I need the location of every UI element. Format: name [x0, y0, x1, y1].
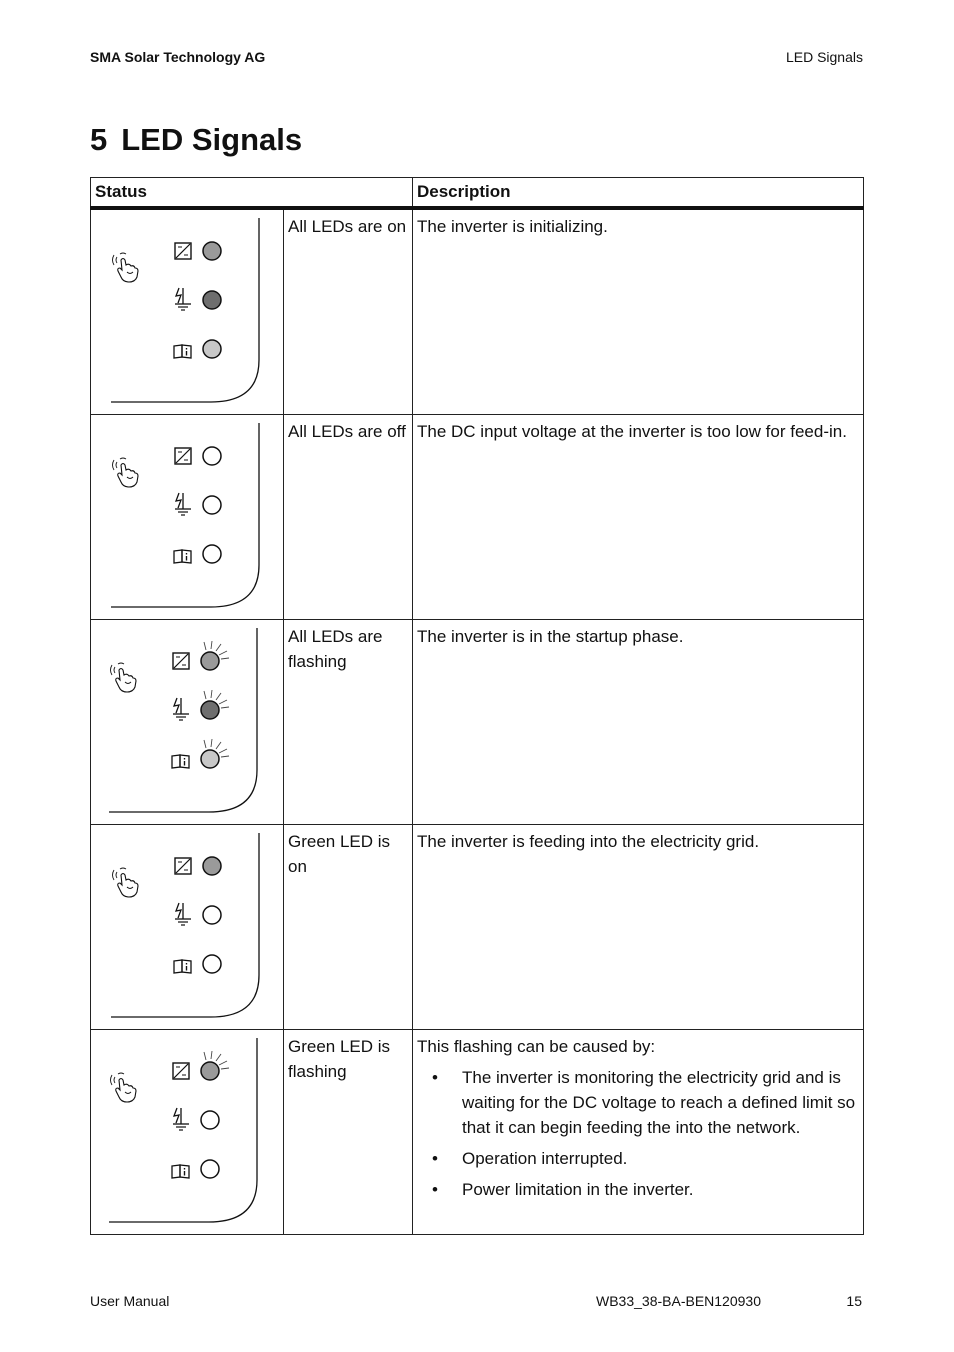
green-led [201, 1051, 229, 1080]
pv-module-icon [173, 1063, 189, 1079]
tap-hand-icon [113, 868, 139, 897]
red-led [201, 1111, 219, 1129]
led-status-figure [91, 415, 284, 620]
led-panel-diagram [91, 1030, 284, 1230]
led-panel-diagram [91, 415, 284, 615]
green-led [203, 857, 221, 875]
manual-icon [174, 960, 191, 973]
description-text: This flashing can be caused by: [417, 1037, 656, 1056]
tap-hand-icon [113, 458, 139, 487]
description-cell [413, 208, 864, 415]
led-status-figure [91, 620, 284, 825]
footer-doc-type: User Manual [90, 1293, 170, 1309]
tap-hand-icon [111, 663, 137, 692]
page-title [90, 122, 302, 158]
description-cell [413, 1030, 864, 1235]
table-row [91, 208, 864, 415]
yellow-led [203, 955, 221, 973]
led-status-figure [91, 825, 284, 1030]
led-signal-table [90, 177, 864, 1235]
led-status-figure [91, 1030, 284, 1235]
table-header-row [91, 178, 864, 209]
header-company: SMA Solar Technology AG [90, 49, 266, 65]
table-row [91, 415, 864, 620]
list-item: • The inverter is monitoring the electricity grid and is waiting for the DC voltage to reach a defined limit so that it can begin feeding the into the network. [417, 1065, 859, 1140]
green-led [203, 242, 221, 260]
pv-module-icon [175, 448, 191, 464]
pv-module-icon [175, 858, 191, 874]
page-number: 15 [846, 1293, 862, 1309]
status-cell: Green LED is on [284, 825, 413, 1030]
red-led [201, 690, 229, 719]
section-number: 5 [90, 122, 108, 157]
green-led [201, 641, 229, 670]
table-row [91, 825, 864, 1030]
yellow-led [201, 739, 229, 768]
red-led [203, 906, 221, 924]
header-section: LED Signals [785, 49, 863, 65]
description-text: The inverter is initializing. [417, 217, 608, 236]
yellow-led [201, 1160, 219, 1178]
manual-icon [174, 345, 191, 358]
earth-fault-icon [175, 903, 191, 925]
column-header-status: Status [91, 178, 413, 209]
earth-fault-icon [175, 493, 191, 515]
led-status-figure [91, 208, 284, 415]
earth-fault-icon [175, 288, 191, 310]
manual-icon [172, 755, 189, 768]
yellow-led [203, 340, 221, 358]
description-text: The inverter is in the startup phase. [417, 627, 684, 646]
description-cell [413, 415, 864, 620]
earth-fault-icon [173, 1108, 189, 1130]
status-cell: Green LED is flashing [284, 1030, 413, 1235]
description-cell [413, 620, 864, 825]
list-item: • Operation interrupted. [417, 1146, 859, 1171]
pv-module-icon [173, 653, 189, 669]
column-header-description: Description [413, 178, 864, 209]
footer-doc-code: WB33_38-BA-BEN120930 [596, 1293, 761, 1309]
description-cell [413, 825, 864, 1030]
cause-list [417, 1065, 859, 1202]
manual-icon [172, 1165, 189, 1178]
description-text: The inverter is feeding into the electricity grid. [417, 832, 760, 851]
manual-icon [174, 550, 191, 563]
list-item: • Power limitation in the inverter. [417, 1177, 859, 1202]
description-text: The DC input voltage at the inverter is too low for feed-in. [417, 422, 847, 441]
led-panel-diagram [91, 825, 284, 1025]
tap-hand-icon [113, 253, 139, 282]
table-row [91, 1030, 864, 1235]
table-row [91, 620, 864, 825]
led-panel-diagram [91, 620, 284, 820]
led-panel-diagram [91, 210, 284, 410]
pv-module-icon [175, 243, 191, 259]
yellow-led [203, 545, 221, 563]
red-led [203, 291, 221, 309]
section-title: LED Signals [121, 122, 303, 157]
green-led [203, 447, 221, 465]
red-led [203, 496, 221, 514]
status-cell: All LEDs are on [284, 208, 413, 415]
status-cell: All LEDs are flashing [284, 620, 413, 825]
tap-hand-icon [111, 1073, 137, 1102]
status-cell: All LEDs are off [284, 415, 413, 620]
earth-fault-icon [173, 698, 189, 720]
